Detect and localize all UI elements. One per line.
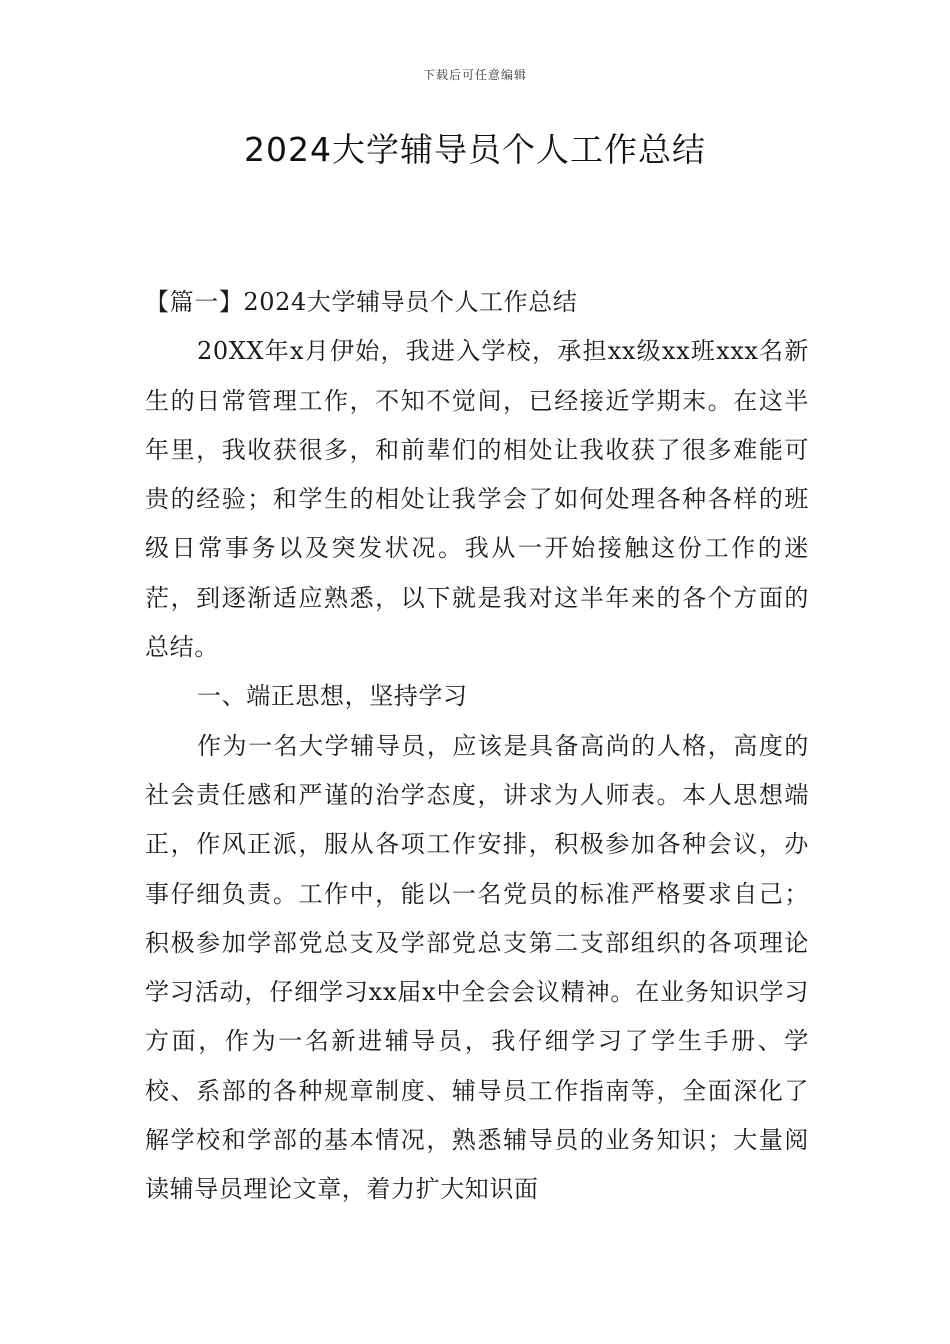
- header-note: 下载后可任意编辑: [422, 68, 527, 82]
- body-paragraph: 作为一名大学辅导员，应该是具备高尚的人格，高度的社会责任感和严谨的治学态度，讲求为人师表。本人思想端正，作风正派，服从各项工作安排，积极参加各种会议，办事仔细负责。工作中，能以一名党员的标准严格要求自己；积极参加学部党总支及学部党总支第二支部组织的各项理论学习活动，仔细学习xx届x中全会会议精神。在业务知识学习方面，作为一名新进辅导员，我仔细学习了学生手册、学校、系部的各种规章制度、辅导员工作指南等，全面深化了解学校和学部的基本情况，熟悉辅导员的业务知识；大量阅读辅导员理论文章，着力扩大知识面: [145, 731, 809, 1204]
- subheading: 一、端正思想，坚持学习: [197, 682, 468, 711]
- section-heading: 【篇一】2024大学辅导员个人工作总结: [145, 288, 578, 316]
- document-body: [145, 278, 809, 1215]
- document-title: 2024大学辅导员个人工作总结: [244, 130, 706, 169]
- intro-paragraph: 20XX年x月伊始，我进入学校，承担xx级xx班xxx名新生的日常管理工作，不知不觉间，已经接近学期末。在这半年里，我收获很多，和前辈们的相处让我收获了很多难能可贵的经验；和学生的相处让我学会了如何处理各种各样的班级日常事务以及突发状况。我从一开始接触这份工作的迷茫，到逐渐适应熟悉，以下就是我对这半年来的各个方面的总结。: [145, 337, 810, 662]
